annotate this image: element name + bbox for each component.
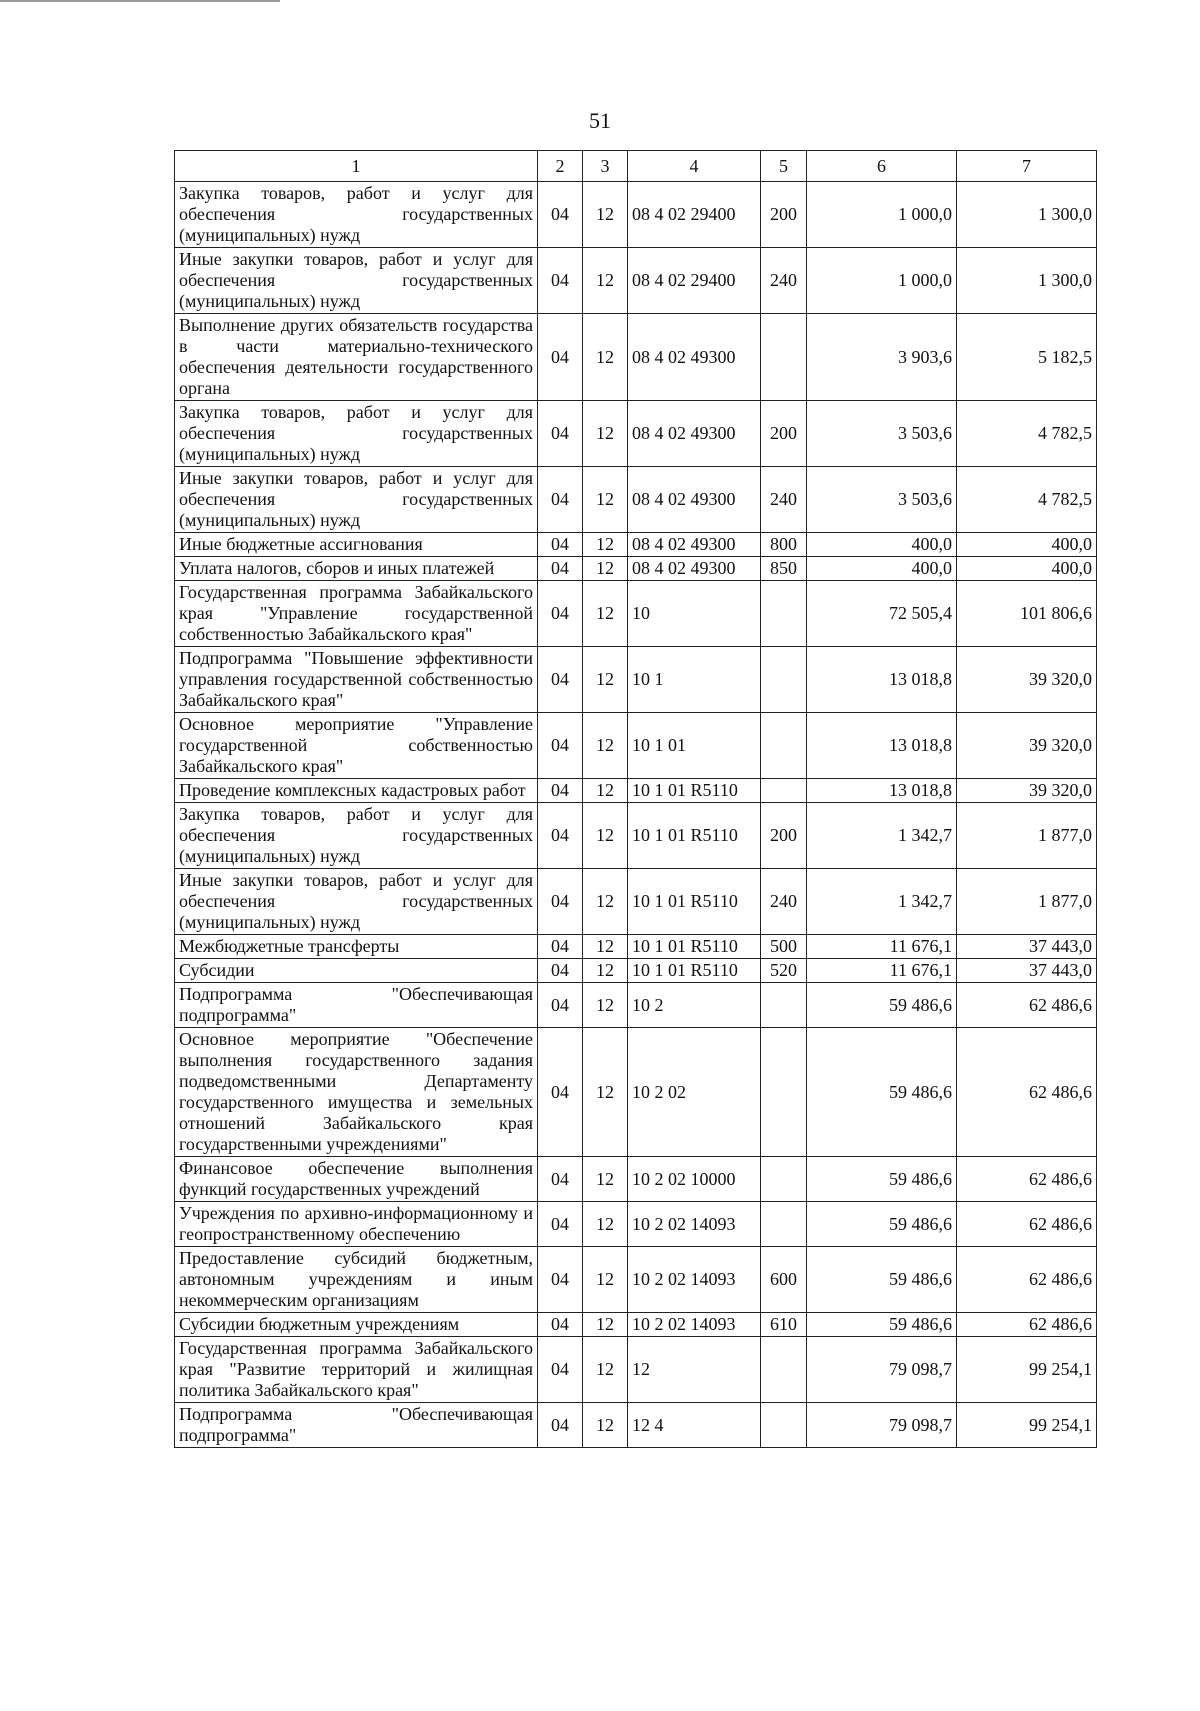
subsection-code: 12: [583, 401, 628, 467]
section-code: 04: [538, 314, 583, 401]
table-row: [175, 1202, 1097, 1247]
expense-type-code: [761, 314, 807, 401]
table-row: [175, 182, 1097, 248]
amount-year-1: 59 486,6: [807, 1157, 957, 1202]
target-article-code: 10 1 01: [628, 713, 761, 779]
table-body: [175, 182, 1097, 1448]
row-name: Государственная программа Забайкальского края "Управление государственной собственностью Забайкальского края": [175, 581, 538, 647]
target-article-code: 10 1 01 R5110: [628, 869, 761, 935]
amount-year-1: 59 486,6: [807, 983, 957, 1028]
table-row: [175, 803, 1097, 869]
target-article-code: 08 4 02 29400: [628, 182, 761, 248]
row-name: Государственная программа Забайкальского края "Развитие территорий и жилищная политика Забайкальского края": [175, 1337, 538, 1403]
subsection-code: 12: [583, 557, 628, 581]
subsection-code: 12: [583, 983, 628, 1028]
target-article-code: 12 4: [628, 1403, 761, 1448]
table-row: [175, 1247, 1097, 1313]
table-row: [175, 869, 1097, 935]
expense-type-code: [761, 1403, 807, 1448]
subsection-code: 12: [583, 581, 628, 647]
amount-year-2: 62 486,6: [957, 1202, 1097, 1247]
expense-type-code: 200: [761, 401, 807, 467]
table-row: [175, 1403, 1097, 1448]
amount-year-1: 79 098,7: [807, 1337, 957, 1403]
expense-type-code: [761, 713, 807, 779]
section-code: 04: [538, 533, 583, 557]
section-code: 04: [538, 713, 583, 779]
table-row: [175, 983, 1097, 1028]
row-name: Основное мероприятие "Обеспечение выполнения государственного задания подведомственными Департаменту государственного имущества и земельных отношений Забайкальского края государственными учреждениями": [175, 1028, 538, 1157]
row-name: Субсидии бюджетным учреждениям: [175, 1313, 538, 1337]
page-number: 51: [589, 108, 611, 133]
subsection-code: 12: [583, 314, 628, 401]
expense-type-code: [761, 1337, 807, 1403]
subsection-code: 12: [583, 647, 628, 713]
table-row: [175, 248, 1097, 314]
expense-type-code: [761, 647, 807, 713]
section-code: 04: [538, 557, 583, 581]
target-article-code: 10 2 02 10000: [628, 1157, 761, 1202]
target-article-code: 10 1: [628, 647, 761, 713]
expense-type-code: 520: [761, 959, 807, 983]
section-code: 04: [538, 959, 583, 983]
section-code: 04: [538, 1028, 583, 1157]
amount-year-2: 39 320,0: [957, 713, 1097, 779]
row-name: Иные бюджетные ассигнования: [175, 533, 538, 557]
amount-year-2: 39 320,0: [957, 779, 1097, 803]
row-name: Подпрограмма "Повышение эффективности управления государственной собственностью Забайкальского края": [175, 647, 538, 713]
column-header-1: 1: [175, 151, 538, 182]
amount-year-2: 37 443,0: [957, 959, 1097, 983]
table-row: [175, 959, 1097, 983]
section-code: 04: [538, 1337, 583, 1403]
target-article-code: 10 2 02: [628, 1028, 761, 1157]
amount-year-1: 1 342,7: [807, 803, 957, 869]
section-code: 04: [538, 1403, 583, 1448]
section-code: 04: [538, 983, 583, 1028]
amount-year-2: 99 254,1: [957, 1337, 1097, 1403]
target-article-code: 10 1 01 R5110: [628, 935, 761, 959]
row-name: Закупка товаров, работ и услуг для обеспечения государственных (муниципальных) нужд: [175, 401, 538, 467]
amount-year-2: 99 254,1: [957, 1403, 1097, 1448]
table-row: [175, 533, 1097, 557]
amount-year-1: 1 342,7: [807, 869, 957, 935]
amount-year-1: 13 018,8: [807, 647, 957, 713]
row-name: Подпрограмма "Обеспечивающая подпрограмма": [175, 983, 538, 1028]
amount-year-2: 1 877,0: [957, 869, 1097, 935]
expense-type-code: 610: [761, 1313, 807, 1337]
row-name: Закупка товаров, работ и услуг для обеспечения государственных (муниципальных) нужд: [175, 182, 538, 248]
table-row: [175, 713, 1097, 779]
table-row: [175, 779, 1097, 803]
section-code: 04: [538, 647, 583, 713]
amount-year-2: 62 486,6: [957, 983, 1097, 1028]
amount-year-1: 1 000,0: [807, 182, 957, 248]
row-name: Уплата налогов, сборов и иных платежей: [175, 557, 538, 581]
section-code: 04: [538, 248, 583, 314]
amount-year-2: 62 486,6: [957, 1313, 1097, 1337]
column-header-6: 6: [807, 151, 957, 182]
subsection-code: 12: [583, 713, 628, 779]
row-name: Подпрограмма "Обеспечивающая подпрограмма": [175, 1403, 538, 1448]
subsection-code: 12: [583, 248, 628, 314]
table-row: [175, 467, 1097, 533]
subsection-code: 12: [583, 1028, 628, 1157]
subsection-code: 12: [583, 1313, 628, 1337]
amount-year-1: 59 486,6: [807, 1028, 957, 1157]
column-header-4: 4: [628, 151, 761, 182]
expense-type-code: 600: [761, 1247, 807, 1313]
table-row: [175, 1313, 1097, 1337]
column-header-2: 2: [538, 151, 583, 182]
amount-year-1: 59 486,6: [807, 1313, 957, 1337]
subsection-code: 12: [583, 935, 628, 959]
expense-type-code: 200: [761, 182, 807, 248]
section-code: 04: [538, 401, 583, 467]
table-row: [175, 1337, 1097, 1403]
table-row: [175, 647, 1097, 713]
expense-type-code: [761, 983, 807, 1028]
target-article-code: 10 1 01 R5110: [628, 779, 761, 803]
table-row: [175, 1157, 1097, 1202]
section-code: 04: [538, 581, 583, 647]
amount-year-1: 11 676,1: [807, 935, 957, 959]
expense-type-code: 500: [761, 935, 807, 959]
expense-type-code: [761, 1202, 807, 1247]
amount-year-2: 1 300,0: [957, 182, 1097, 248]
subsection-code: 12: [583, 467, 628, 533]
row-name: Предоставление субсидий бюджетным, автономным учреждениям и иным некоммерческим организациям: [175, 1247, 538, 1313]
amount-year-1: 3 503,6: [807, 401, 957, 467]
amount-year-2: 62 486,6: [957, 1028, 1097, 1157]
amount-year-2: 4 782,5: [957, 467, 1097, 533]
expense-type-code: [761, 779, 807, 803]
amount-year-2: 5 182,5: [957, 314, 1097, 401]
row-name: Иные закупки товаров, работ и услуг для обеспечения государственных (муниципальных) нужд: [175, 248, 538, 314]
amount-year-1: 3 903,6: [807, 314, 957, 401]
section-code: 04: [538, 1313, 583, 1337]
table-row: [175, 935, 1097, 959]
expense-type-code: 800: [761, 533, 807, 557]
target-article-code: 10 2 02 14093: [628, 1247, 761, 1313]
target-article-code: 10: [628, 581, 761, 647]
target-article-code: 08 4 02 49300: [628, 401, 761, 467]
table-header: [175, 151, 1097, 182]
amount-year-1: 1 000,0: [807, 248, 957, 314]
table-row: [175, 1028, 1097, 1157]
row-name: Проведение комплексных кадастровых работ: [175, 779, 538, 803]
subsection-code: 12: [583, 1202, 628, 1247]
section-code: 04: [538, 1157, 583, 1202]
section-code: 04: [538, 1202, 583, 1247]
row-name: Основное мероприятие "Управление государственной собственностью Забайкальского края": [175, 713, 538, 779]
section-code: 04: [538, 779, 583, 803]
amount-year-1: 400,0: [807, 557, 957, 581]
expense-type-code: 240: [761, 869, 807, 935]
target-article-code: 08 4 02 49300: [628, 533, 761, 557]
amount-year-2: 39 320,0: [957, 647, 1097, 713]
amount-year-1: 400,0: [807, 533, 957, 557]
target-article-code: 08 4 02 49300: [628, 314, 761, 401]
expense-type-code: [761, 1028, 807, 1157]
amount-year-1: 59 486,6: [807, 1247, 957, 1313]
subsection-code: 12: [583, 803, 628, 869]
amount-year-1: 3 503,6: [807, 467, 957, 533]
target-article-code: 10 2: [628, 983, 761, 1028]
amount-year-1: 79 098,7: [807, 1403, 957, 1448]
amount-year-1: 11 676,1: [807, 959, 957, 983]
amount-year-2: 101 806,6: [957, 581, 1097, 647]
scan-edge-line: [0, 0, 280, 2]
table-row: [175, 581, 1097, 647]
expense-type-code: 850: [761, 557, 807, 581]
amount-year-2: 62 486,6: [957, 1247, 1097, 1313]
row-name: Учреждения по архивно-информационному и геопространственному обеспечению: [175, 1202, 538, 1247]
target-article-code: 10 1 01 R5110: [628, 959, 761, 983]
section-code: 04: [538, 1247, 583, 1313]
target-article-code: 12: [628, 1337, 761, 1403]
expense-type-code: [761, 581, 807, 647]
amount-year-1: 59 486,6: [807, 1202, 957, 1247]
subsection-code: 12: [583, 533, 628, 557]
amount-year-2: 400,0: [957, 557, 1097, 581]
subsection-code: 12: [583, 779, 628, 803]
amount-year-1: 13 018,8: [807, 713, 957, 779]
target-article-code: 10 1 01 R5110: [628, 803, 761, 869]
subsection-code: 12: [583, 1157, 628, 1202]
row-name: Иные закупки товаров, работ и услуг для обеспечения государственных (муниципальных) нужд: [175, 467, 538, 533]
expense-type-code: 240: [761, 467, 807, 533]
amount-year-2: 1 300,0: [957, 248, 1097, 314]
row-name: Закупка товаров, работ и услуг для обеспечения государственных (муниципальных) нужд: [175, 803, 538, 869]
section-code: 04: [538, 869, 583, 935]
subsection-code: 12: [583, 1337, 628, 1403]
section-code: 04: [538, 935, 583, 959]
section-code: 04: [538, 467, 583, 533]
target-article-code: 08 4 02 49300: [628, 467, 761, 533]
expense-type-code: 200: [761, 803, 807, 869]
subsection-code: 12: [583, 182, 628, 248]
row-name: Иные закупки товаров, работ и услуг для обеспечения государственных (муниципальных) нужд: [175, 869, 538, 935]
section-code: 04: [538, 803, 583, 869]
subsection-code: 12: [583, 1403, 628, 1448]
column-header-7: 7: [957, 151, 1097, 182]
row-name: Финансовое обеспечение выполнения функций государственных учреждений: [175, 1157, 538, 1202]
amount-year-2: 4 782,5: [957, 401, 1097, 467]
amount-year-2: 62 486,6: [957, 1157, 1097, 1202]
amount-year-2: 1 877,0: [957, 803, 1097, 869]
budget-table: [174, 150, 1097, 1448]
row-name: Субсидии: [175, 959, 538, 983]
table-row: [175, 557, 1097, 581]
table-row: [175, 401, 1097, 467]
subsection-code: 12: [583, 959, 628, 983]
amount-year-2: 400,0: [957, 533, 1097, 557]
target-article-code: 10 2 02 14093: [628, 1202, 761, 1247]
section-code: 04: [538, 182, 583, 248]
target-article-code: 08 4 02 29400: [628, 248, 761, 314]
column-header-5: 5: [761, 151, 807, 182]
amount-year-1: 72 505,4: [807, 581, 957, 647]
header-row: [175, 151, 1097, 182]
column-header-3: 3: [583, 151, 628, 182]
subsection-code: 12: [583, 1247, 628, 1313]
amount-year-1: 13 018,8: [807, 779, 957, 803]
subsection-code: 12: [583, 869, 628, 935]
row-name: Межбюджетные трансферты: [175, 935, 538, 959]
expense-type-code: 240: [761, 248, 807, 314]
row-name: Выполнение других обязательств государства в части материально-технического обеспечения деятельности государственного органа: [175, 314, 538, 401]
expense-type-code: [761, 1157, 807, 1202]
target-article-code: 10 2 02 14093: [628, 1313, 761, 1337]
table-row: [175, 314, 1097, 401]
target-article-code: 08 4 02 49300: [628, 557, 761, 581]
amount-year-2: 37 443,0: [957, 935, 1097, 959]
